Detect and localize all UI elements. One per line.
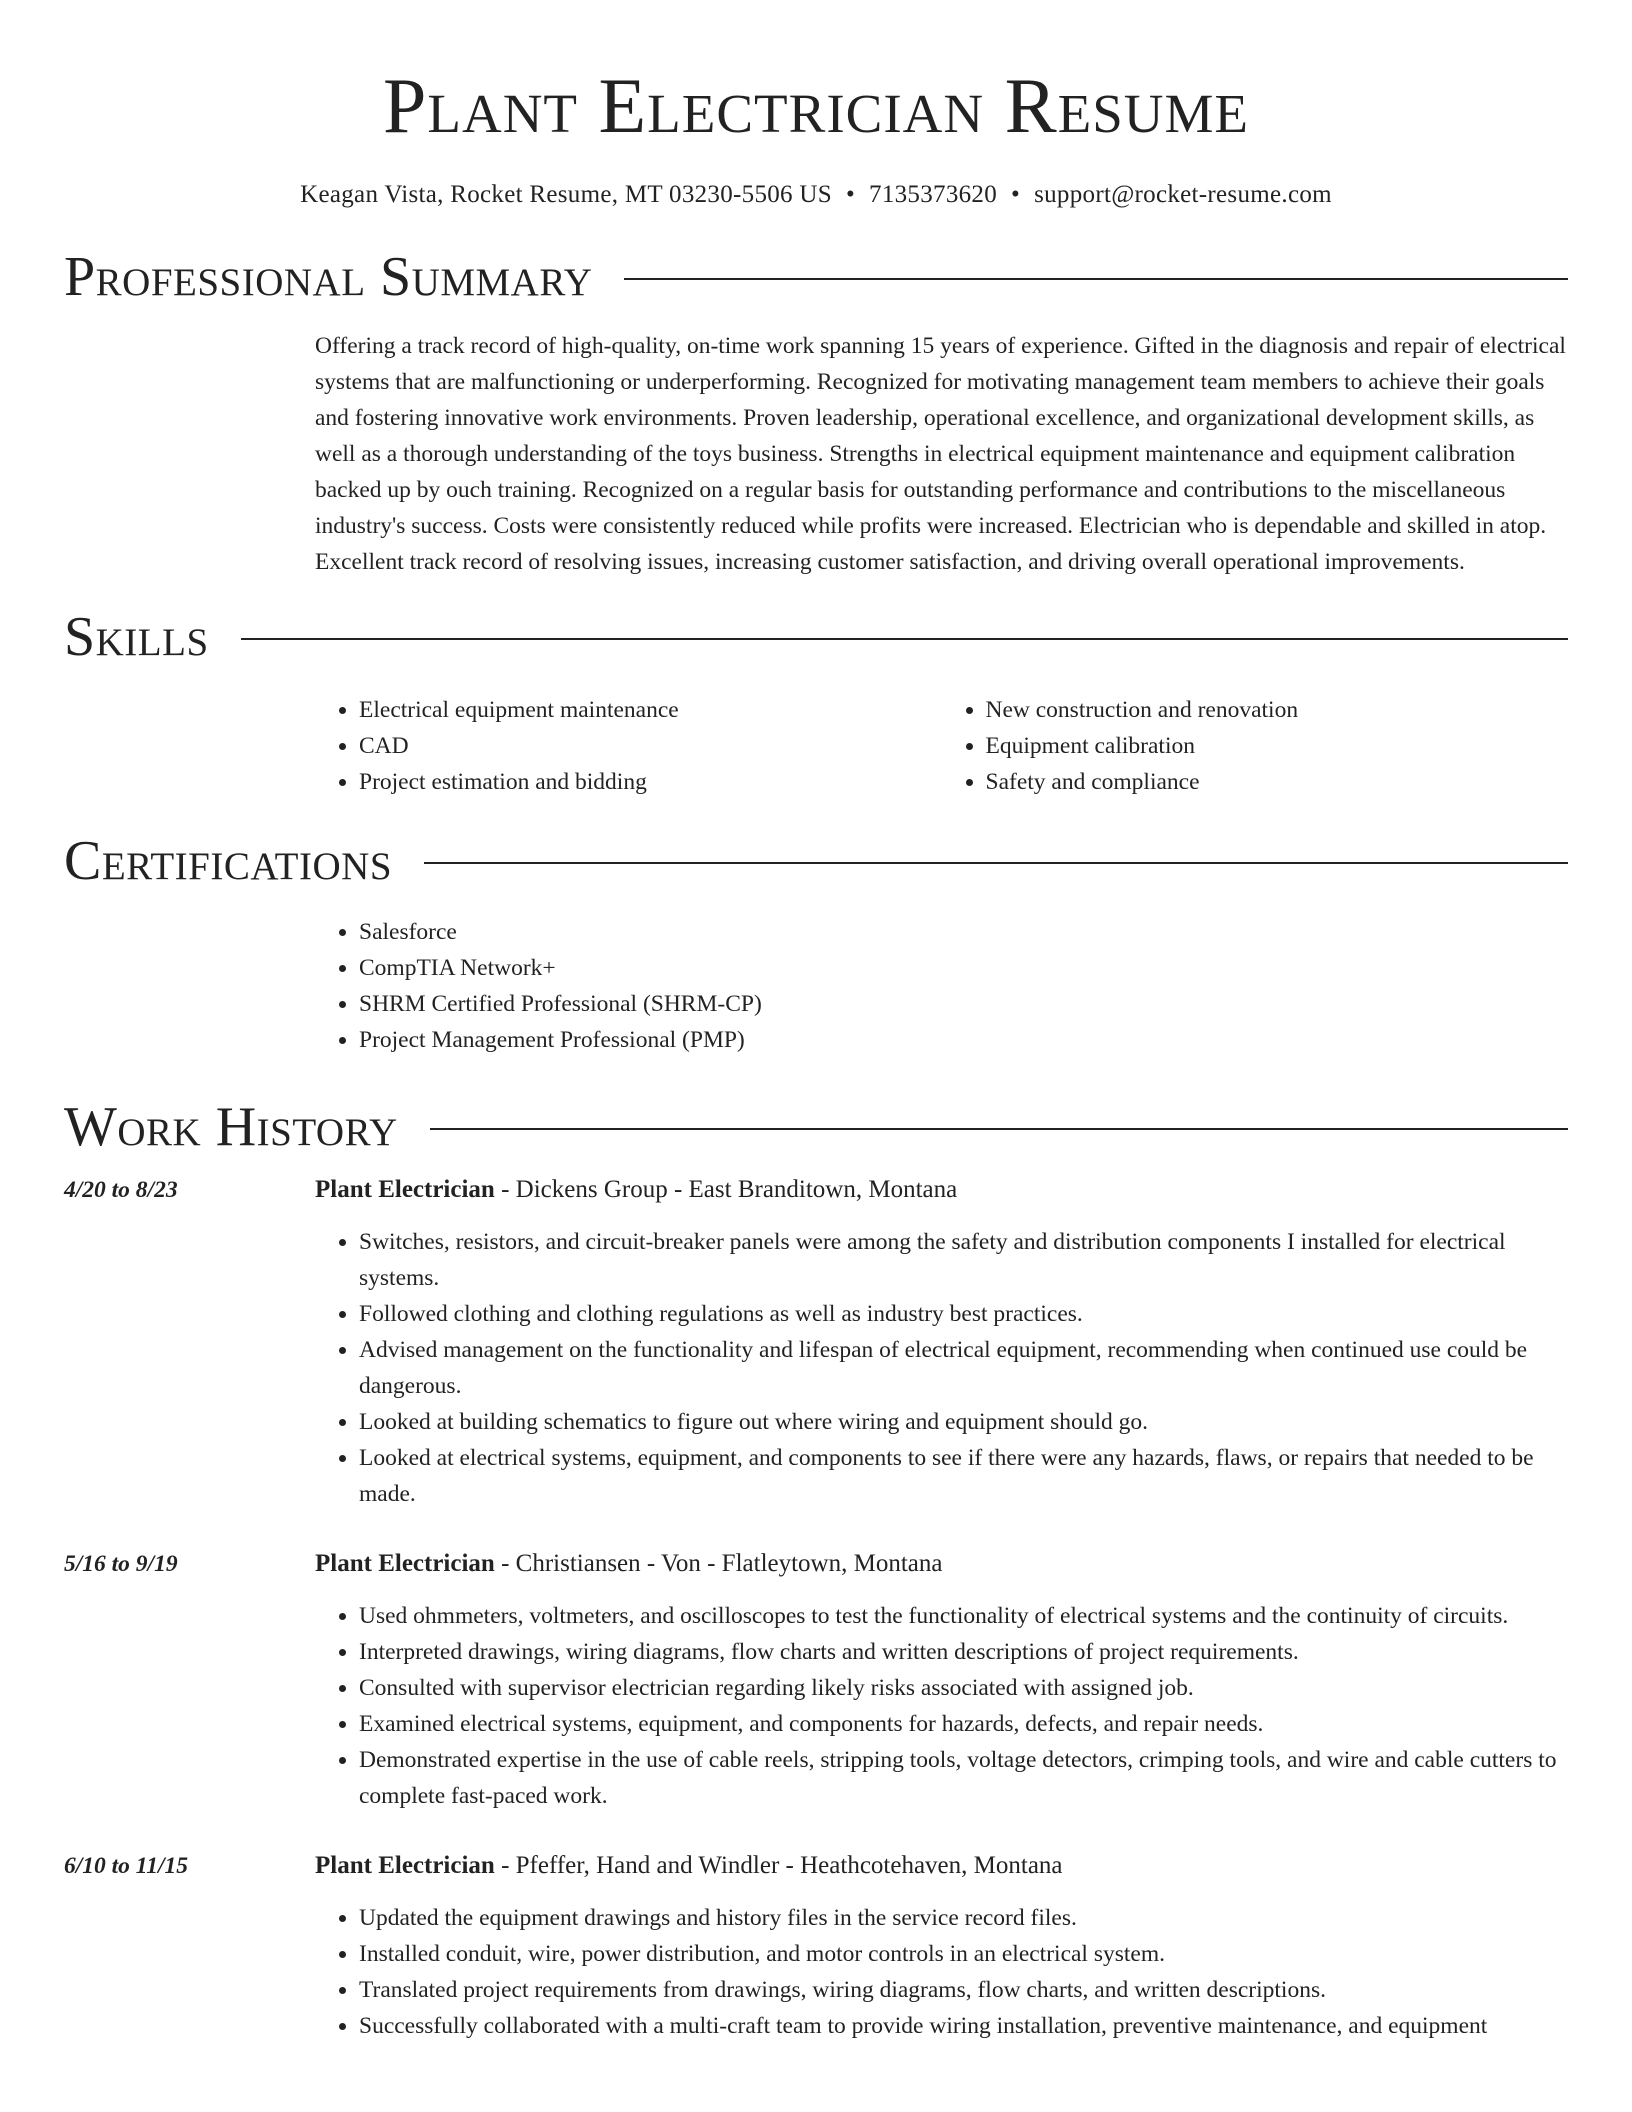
certifications-list bbox=[315, 914, 1568, 1058]
job-heading bbox=[315, 1172, 1568, 1208]
skills-list bbox=[315, 692, 1568, 800]
job-bullet: • Demonstrated expertise in the use of cable reels, stripping tools, voltage detectors, crimping tools, and wire and cable cutters to complete fast-paced work. bbox=[359, 1742, 1568, 1814]
job-entry bbox=[64, 1546, 1568, 1814]
summary-section-header bbox=[64, 244, 1568, 310]
section-heading-summary: Professional Summary bbox=[64, 246, 593, 308]
section-divider bbox=[241, 638, 1568, 640]
job-body bbox=[315, 1172, 1568, 1512]
job-employer-location: - Dickens Group - East Branditown, Montana bbox=[494, 1175, 958, 1203]
job-bullet: • Looked at building schematics to figure out where wiring and equipment should go. bbox=[359, 1404, 1568, 1440]
skill-item: • CAD bbox=[359, 728, 942, 764]
certification-item: • SHRM Certified Professional (SHRM-CP) bbox=[359, 986, 1568, 1022]
job-bullets bbox=[315, 1900, 1568, 2044]
certification-item: • CompTIA Network+ bbox=[359, 950, 1568, 986]
contact-separator: • bbox=[845, 181, 856, 208]
job-bullet: • Advised management on the functionality and lifespan of electrical equipment, recommending when continued use could be dangerous. bbox=[359, 1332, 1568, 1404]
job-bullet: • Followed clothing and clothing regulations as well as industry best practices. bbox=[359, 1296, 1568, 1332]
section-divider bbox=[430, 1128, 1568, 1130]
skills-column-left bbox=[315, 692, 942, 800]
contact-separator: • bbox=[1011, 181, 1021, 208]
job-heading bbox=[315, 1848, 1568, 1884]
job-entry bbox=[64, 1848, 1568, 2044]
job-bullet: • Interpreted drawings, wiring diagrams, flow charts and written descriptions of project requirements. bbox=[359, 1634, 1568, 1670]
skill-item: • New construction and renovation bbox=[986, 692, 1569, 728]
skill-item: • Equipment calibration bbox=[986, 728, 1569, 764]
section-heading-certifications: Certifications bbox=[64, 829, 393, 892]
contact-phone: 7135373620 bbox=[869, 181, 998, 208]
work-section-header bbox=[64, 1094, 1568, 1160]
job-dates: 6/10 to 11/15 bbox=[64, 1852, 189, 1879]
contact-line bbox=[64, 180, 1568, 210]
skill-item: • Project estimation and bidding bbox=[359, 764, 942, 800]
job-bullet: • Updated the equipment drawings and history files in the service record files. bbox=[359, 1900, 1568, 1936]
job-bullet: • Installed conduit, wire, power distribution, and motor controls in an electrical system. bbox=[359, 1936, 1568, 1972]
job-body bbox=[315, 1848, 1568, 2044]
skills-column-right bbox=[942, 692, 1569, 800]
certifications-section-header bbox=[64, 828, 1568, 894]
job-bullet: • Successfully collaborated with a multi-craft team to provide wiring installation, preventive maintenance, and equipment bbox=[359, 2008, 1568, 2044]
skill-item: • Safety and compliance bbox=[986, 764, 1569, 800]
section-heading-work-history: Work History bbox=[64, 1095, 398, 1158]
page-title: Plant Electrician Resume bbox=[383, 62, 1249, 149]
job-dates: 5/16 to 9/19 bbox=[64, 1550, 178, 1577]
certification-item: • Project Management Professional (PMP) bbox=[359, 1022, 1568, 1058]
job-dates: 4/20 to 8/23 bbox=[64, 1176, 178, 1203]
section-divider bbox=[624, 278, 1568, 280]
job-bullet: • Consulted with supervisor electrician regarding likely risks associated with assigned job. bbox=[359, 1670, 1568, 1706]
job-employer-location: - Christiansen - Von - Flatleytown, Montana bbox=[494, 1549, 943, 1577]
contact-address: Keagan Vista, Rocket Resume, MT 03230-5506 US bbox=[300, 181, 832, 208]
section-heading-skills: Skills bbox=[64, 605, 209, 668]
job-role: Plant Electrician bbox=[315, 1851, 495, 1879]
job-entry bbox=[64, 1172, 1568, 1512]
section-divider bbox=[424, 862, 1568, 864]
job-role: Plant Electrician bbox=[315, 1175, 495, 1203]
job-bullets bbox=[315, 1598, 1568, 1814]
skills-section-header bbox=[64, 604, 1568, 670]
job-role: Plant Electrician bbox=[315, 1549, 495, 1577]
summary-text: Offering a track record of high-quality, on-time work spanning 15 years of experience. Gifted in the diagnosis and repair of electrical systems that are malfunctioning or underperforming. Recognized for motivating management team members to achieve their goals and fostering innovative work environments. Proven leadership, operational excellence, and organizational development skills, as well as a thorough understanding of the toys business. Strengths in electrical equipment maintenance and equipment calibration backed up by ouch training. Recognized on a regular basis for outstanding performance and contributions to the miscellaneous industry's success. Costs were consistently reduced while profits were increased. Electrician who is dependable and skilled in atop. Excellent track record of resolving issues, increasing customer satisfaction, and driving overall operational improvements. bbox=[315, 333, 1566, 575]
job-employer-location: - Pfeffer, Hand and Windler - Heathcotehaven, Montana bbox=[494, 1851, 1063, 1879]
job-bullets bbox=[315, 1224, 1568, 1512]
job-body bbox=[315, 1546, 1568, 1814]
job-bullet: • Translated project requirements from drawings, wiring diagrams, flow charts, and written descriptions. bbox=[359, 1972, 1568, 2008]
job-heading bbox=[315, 1546, 1568, 1582]
job-bullet: • Used ohmmeters, voltmeters, and oscilloscopes to test the functionality of electrical systems and the continuity of circuits. bbox=[359, 1598, 1568, 1634]
skill-item: • Electrical equipment maintenance bbox=[359, 692, 942, 728]
certification-item: • Salesforce bbox=[359, 914, 1568, 950]
job-bullet: • Looked at electrical systems, equipment, and components to see if there were any hazards, flaws, or repairs that needed to be made. bbox=[359, 1440, 1568, 1512]
job-bullet: • Examined electrical systems, equipment, and components for hazards, defects, and repair needs. bbox=[359, 1706, 1568, 1742]
contact-email: support@rocket-resume.com bbox=[1034, 181, 1332, 208]
job-bullet: • Switches, resistors, and circuit-breaker panels were among the safety and distribution components I installed for electrical systems. bbox=[359, 1224, 1568, 1296]
